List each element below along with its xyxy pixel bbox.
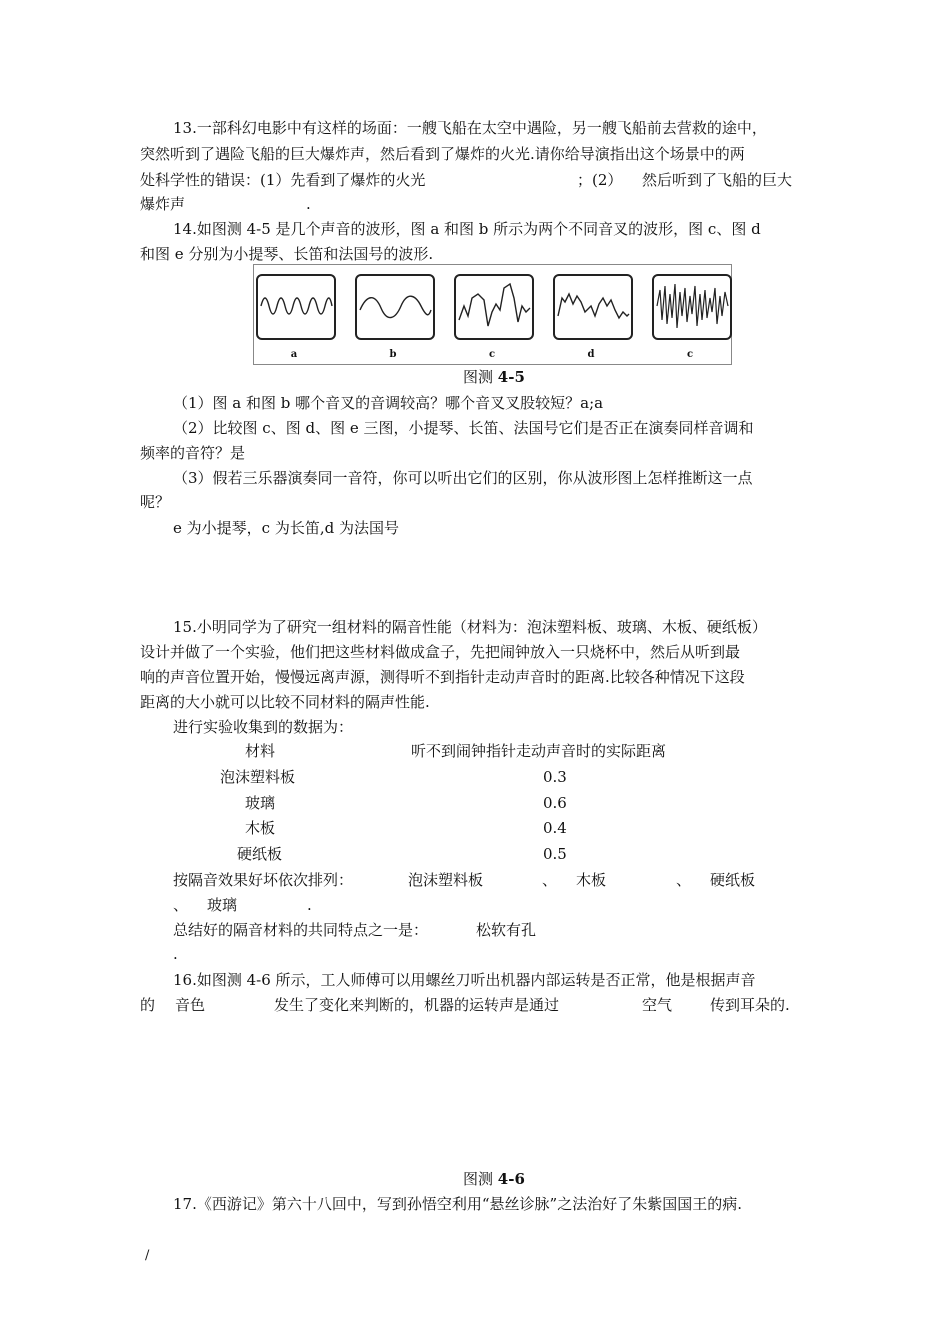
q13-line3-a: 处科学性的错误：(1）先看到了爆炸的火光 <box>140 171 426 189</box>
table-row-material: 木板 <box>245 819 276 837</box>
q14-sub3-line1: （3）假若三乐器演奏同一音符，你可以听出它们的区别，你从波形图上怎样推断这一点 <box>173 469 753 487</box>
table-row-distance: 0.6 <box>543 794 567 812</box>
waveform-label-a: a <box>290 349 298 360</box>
waveform-c <box>454 274 534 340</box>
q15-summary-label: 总结好的隔音材料的共同特点之一是： <box>173 921 429 939</box>
q15-summary-end: . <box>173 945 178 963</box>
q15-line1: 15.小明同学为了研究一组材料的隔音性能（材料为：泡沫塑料板、玻璃、木板、硬纸板） <box>173 618 767 636</box>
q14-line2: 和图 e 分别为小提琴、长笛和法国号的波形. <box>140 245 434 263</box>
q14-sub2-line1: （2）比较图 c、图 d、图 e 三图，小提琴、长笛、法国号它们是否正在演奏同样音调和 <box>173 419 754 437</box>
waveform-label-b: b <box>389 349 397 360</box>
waveform-d <box>553 274 633 340</box>
footer-mark: / <box>145 1248 150 1263</box>
q13-line4-b: . <box>306 195 311 213</box>
q16-line2-d: 空气 <box>642 996 673 1014</box>
q13-line3-b: ；(2） <box>577 171 623 189</box>
q15-line5: 进行实验收集到的数据为： <box>173 718 354 736</box>
q16-line2-c: 发生了变化来判断的，机器的运转声是通过 <box>274 996 560 1014</box>
waveform-e <box>652 274 732 340</box>
q16-line2-b: 音色 <box>175 996 206 1014</box>
q14-line1: 14.如图测 4-5 是几个声音的波形，图 a 和图 b 所示为两个不同音叉的波形，图 c、图 d <box>173 220 761 238</box>
q14-sub1: （1）图 a 和图 b 哪个音叉的音调较高？哪个音叉叉股较短？a;a <box>173 394 604 412</box>
table-row-distance: 0.4 <box>543 819 567 837</box>
table-row-material: 泡沫塑料板 <box>220 768 296 786</box>
q15-rank-2: 木板 <box>576 871 607 889</box>
q15-rank-sep-2: 、 <box>676 871 692 889</box>
waveform-figure <box>253 264 732 365</box>
q15-line3: 响的声音位置开始，慢慢远离声源，测得听不到指针走动声音时的距离.比较各种情况下这段 <box>140 668 745 686</box>
table-row-distance: 0.3 <box>543 768 567 786</box>
figure-caption-4-6: 图测 4-6 <box>463 1170 525 1188</box>
q14-sub3-line2: 呢？ <box>140 493 171 511</box>
waveform-b <box>355 274 435 340</box>
q15-rank-sep-1: 、 <box>542 871 558 889</box>
q13-line2: 突然听到了遇险飞船的巨大爆炸声，然后看到了爆炸的火光.请你给导演指出这个场景中的两 <box>140 145 745 163</box>
table-row-distance: 0.5 <box>543 845 567 863</box>
q16-line1: 16.如图测 4-6 所示，工人师傅可以用螺丝刀听出机器内部运转是否正常，他是根据声音 <box>173 971 756 989</box>
waveform-label-c: c <box>488 349 496 360</box>
q15-line2: 设计并做了一个实验，他们把这些材料做成盒子，先把闹钟放入一只烧杯中，然后从听到最 <box>140 643 741 661</box>
q15-rank-sep-3: 、 <box>173 896 189 914</box>
q15-rank-4: 玻璃 <box>207 896 238 914</box>
waveform-label-e: c <box>686 349 694 360</box>
figure-caption-4-5: 图测 4-5 <box>463 368 525 386</box>
waveform-a <box>256 274 336 340</box>
table-header-distance: 听不到闹钟指针走动声音时的实际距离 <box>411 742 667 760</box>
q13-line4-a: 爆炸声 <box>140 195 186 213</box>
q16-line2-e: 传到耳朵的. <box>710 996 790 1014</box>
q16-line2-a: 的 <box>140 996 156 1014</box>
q14-answer: e 为小提琴，c 为长笛,d 为法国号 <box>173 519 399 537</box>
table-row-material: 硬纸板 <box>237 845 283 863</box>
q15-rank-3: 硬纸板 <box>710 871 756 889</box>
q15-line4: 距离的大小就可以比较不同材料的隔声性能. <box>140 693 430 711</box>
q13-line1: 13.一部科幻电影中有这样的场面：一艘飞船在太空中遇险，另一艘飞船前去营救的途中， <box>173 119 767 137</box>
q15-rank-1: 泡沫塑料板 <box>408 871 484 889</box>
q14-sub2-line2: 频率的音符？是 <box>140 444 246 462</box>
q13-line3-c: 然后听到了飞船的巨大 <box>642 171 793 189</box>
waveform-label-d: d <box>587 349 595 360</box>
table-row-material: 玻璃 <box>245 794 276 812</box>
q15-rank-end: . <box>307 896 312 914</box>
q15-summary-answer: 松软有孔 <box>476 921 537 939</box>
table-header-material: 材料 <box>245 742 276 760</box>
q15-rank-label: 按隔音效果好坏依次排列： <box>173 871 354 889</box>
q17-line1: 17.《西游记》第六十八回中，写到孙悟空利用“悬丝诊脉”之法治好了朱紫国国王的病. <box>173 1195 742 1213</box>
